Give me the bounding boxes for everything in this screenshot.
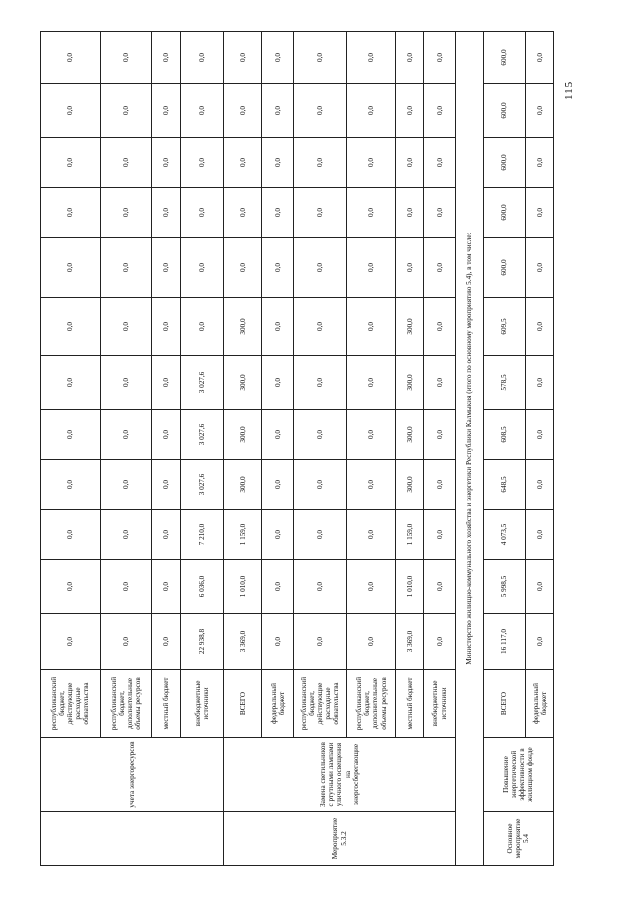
- value-cell: 0,0: [262, 188, 294, 238]
- value-cell: 0,0: [396, 138, 424, 188]
- value-cell: 0,0: [396, 84, 424, 138]
- value-cell: 0,0: [224, 84, 262, 138]
- value-cell: 0,0: [262, 560, 294, 614]
- table-row: [41, 32, 101, 866]
- value-cell: 0,0: [424, 460, 456, 510]
- value-cell: 0,0: [41, 510, 101, 560]
- value-cell: 0,0: [41, 410, 101, 460]
- event-name-cell: учета энергоресурсов: [41, 738, 224, 812]
- value-cell: 0,0: [100, 238, 151, 298]
- value-cell: 0,0: [294, 614, 347, 670]
- value-cell: 0,0: [262, 460, 294, 510]
- value-cell: 0,0: [347, 510, 396, 560]
- value-cell: 0,0: [347, 32, 396, 84]
- value-cell: 300,0: [396, 356, 424, 410]
- value-cell: 0,0: [151, 32, 181, 84]
- value-cell: 0,0: [262, 138, 294, 188]
- ministry-header: Министерство жилищно-коммунального хозяйства и энергетики Республики Калмыкия (итого по основному мероприятию 5.4), в том числе:: [456, 32, 484, 866]
- value-cell: 0,0: [100, 460, 151, 510]
- value-cell: 3 369,0: [224, 614, 262, 670]
- value-cell: 0,0: [41, 32, 101, 84]
- value-cell: 0,0: [396, 238, 424, 298]
- value-cell: 1 159,0: [224, 510, 262, 560]
- value-cell: 0,0: [100, 32, 151, 84]
- value-cell: 0,0: [224, 188, 262, 238]
- value-cell: 0,0: [424, 560, 456, 614]
- value-cell: 0,0: [526, 614, 554, 670]
- event-number-cell: [41, 812, 224, 866]
- value-cell: 6 036,0: [181, 560, 224, 614]
- value-cell: 0,0: [526, 510, 554, 560]
- value-cell: 0,0: [100, 298, 151, 356]
- value-cell: 0,0: [41, 614, 101, 670]
- value-cell: 0,0: [347, 298, 396, 356]
- value-cell: 0,0: [151, 84, 181, 138]
- value-cell: 0,0: [526, 32, 554, 84]
- value-cell: 300,0: [224, 460, 262, 510]
- value-cell: 0,0: [41, 560, 101, 614]
- value-cell: 0,0: [526, 138, 554, 188]
- value-cell: 648,5: [483, 460, 526, 510]
- value-cell: 0,0: [424, 298, 456, 356]
- value-cell: 0,0: [294, 460, 347, 510]
- value-cell: 600,0: [483, 138, 526, 188]
- funding-source-cell: республиканский бюджет, дополнительные объемы ресурсов: [100, 670, 151, 738]
- value-cell: 0,0: [294, 356, 347, 410]
- funding-source-cell: ВСЕГО: [483, 670, 526, 738]
- funding-source-cell: ВСЕГО: [224, 670, 262, 738]
- value-cell: 0,0: [424, 138, 456, 188]
- value-cell: 0,0: [41, 460, 101, 510]
- value-cell: 0,0: [294, 510, 347, 560]
- value-cell: 0,0: [424, 614, 456, 670]
- value-cell: 0,0: [294, 410, 347, 460]
- value-cell: 300,0: [224, 410, 262, 460]
- value-cell: 0,0: [396, 32, 424, 84]
- funding-source-cell: внебюджетные источники: [181, 670, 224, 738]
- value-cell: 0,0: [151, 238, 181, 298]
- value-cell: 0,0: [294, 138, 347, 188]
- page-number: 115: [563, 80, 575, 100]
- value-cell: 3 027,6: [181, 460, 224, 510]
- value-cell: 0,0: [526, 560, 554, 614]
- value-cell: 0,0: [347, 138, 396, 188]
- value-cell: 0,0: [424, 356, 456, 410]
- value-cell: 300,0: [224, 298, 262, 356]
- value-cell: 0,0: [347, 238, 396, 298]
- funding-source-cell: республиканский бюджет, дополнительные объемы ресурсов: [347, 670, 396, 738]
- event-number-cell: Основное мероприятие 5.4: [483, 812, 553, 866]
- value-cell: 0,0: [181, 32, 224, 84]
- budget-table: [40, 31, 554, 866]
- value-cell: 0,0: [424, 32, 456, 84]
- value-cell: 0,0: [424, 410, 456, 460]
- value-cell: 0,0: [526, 188, 554, 238]
- value-cell: 22 938,8: [181, 614, 224, 670]
- value-cell: 0,0: [262, 510, 294, 560]
- value-cell: 0,0: [262, 32, 294, 84]
- value-cell: 0,0: [151, 356, 181, 410]
- funding-source-cell: местный бюджет: [396, 670, 424, 738]
- value-cell: 0,0: [262, 410, 294, 460]
- funding-source-cell: местный бюджет: [151, 670, 181, 738]
- value-cell: 0,0: [262, 614, 294, 670]
- value-cell: 0,0: [424, 510, 456, 560]
- value-cell: 0,0: [294, 32, 347, 84]
- value-cell: 0,0: [294, 238, 347, 298]
- value-cell: 0,0: [347, 614, 396, 670]
- value-cell: 0,0: [41, 298, 101, 356]
- funding-source-cell: федеральный бюджет: [526, 670, 554, 738]
- value-cell: 0,0: [41, 356, 101, 410]
- table-row: [224, 32, 262, 866]
- value-cell: 0,0: [41, 84, 101, 138]
- value-cell: 0,0: [294, 298, 347, 356]
- value-cell: 0,0: [100, 188, 151, 238]
- value-cell: 0,0: [347, 84, 396, 138]
- event-name-cell: Замена светильников с ртутными лампами уличного освещения на энергосберегающие: [224, 738, 456, 812]
- value-cell: 0,0: [347, 188, 396, 238]
- value-cell: 0,0: [181, 138, 224, 188]
- value-cell: 1 010,0: [224, 560, 262, 614]
- value-cell: 0,0: [294, 188, 347, 238]
- event-name-cell: Повышение энергетической эффективности в жилищном фонде: [483, 738, 553, 812]
- value-cell: 0,0: [41, 188, 101, 238]
- value-cell: 0,0: [526, 356, 554, 410]
- value-cell: 300,0: [396, 410, 424, 460]
- budget-table-body: [41, 32, 554, 866]
- value-cell: 0,0: [41, 138, 101, 188]
- value-cell: 0,0: [262, 238, 294, 298]
- value-cell: 0,0: [151, 560, 181, 614]
- value-cell: 0,0: [262, 356, 294, 410]
- value-cell: 1 159,0: [396, 510, 424, 560]
- value-cell: 3 369,0: [396, 614, 424, 670]
- value-cell: 3 027,6: [181, 410, 224, 460]
- value-cell: 0,0: [151, 188, 181, 238]
- funding-source-cell: республиканский бюджет, действующие расходные обязательства: [294, 670, 347, 738]
- value-cell: 0,0: [224, 238, 262, 298]
- value-cell: 0,0: [100, 614, 151, 670]
- value-cell: 0,0: [151, 614, 181, 670]
- value-cell: 0,0: [100, 510, 151, 560]
- value-cell: 600,0: [483, 32, 526, 84]
- value-cell: 0,0: [100, 560, 151, 614]
- value-cell: 3 027,6: [181, 356, 224, 410]
- value-cell: 0,0: [347, 460, 396, 510]
- value-cell: 0,0: [294, 560, 347, 614]
- value-cell: 0,0: [224, 138, 262, 188]
- value-cell: 0,0: [526, 84, 554, 138]
- value-cell: 0,0: [262, 298, 294, 356]
- value-cell: 0,0: [181, 298, 224, 356]
- funding-source-cell: внебюджетные источники: [424, 670, 456, 738]
- value-cell: 4 073,5: [483, 510, 526, 560]
- value-cell: 0,0: [151, 460, 181, 510]
- value-cell: 1 010,0: [396, 560, 424, 614]
- value-cell: 300,0: [396, 460, 424, 510]
- value-cell: 0,0: [526, 238, 554, 298]
- value-cell: 0,0: [100, 84, 151, 138]
- value-cell: 0,0: [424, 238, 456, 298]
- funding-source-cell: республиканский бюджет, действующие расходные обязательства: [41, 670, 101, 738]
- value-cell: 5 998,5: [483, 560, 526, 614]
- value-cell: 609,5: [483, 298, 526, 356]
- value-cell: 600,0: [483, 238, 526, 298]
- value-cell: 0,0: [181, 238, 224, 298]
- budget-table-rotated: [40, 32, 554, 866]
- value-cell: 0,0: [424, 84, 456, 138]
- value-cell: 0,0: [100, 410, 151, 460]
- value-cell: 0,0: [41, 238, 101, 298]
- value-cell: 600,0: [483, 84, 526, 138]
- value-cell: 608,5: [483, 410, 526, 460]
- value-cell: 0,0: [262, 84, 294, 138]
- value-cell: 0,0: [151, 410, 181, 460]
- value-cell: 578,5: [483, 356, 526, 410]
- value-cell: 600,0: [483, 188, 526, 238]
- value-cell: 0,0: [347, 410, 396, 460]
- value-cell: 0,0: [526, 410, 554, 460]
- table-row: [483, 32, 526, 866]
- value-cell: 0,0: [181, 188, 224, 238]
- value-cell: 0,0: [100, 138, 151, 188]
- ministry-header-row: [456, 32, 484, 866]
- value-cell: 300,0: [396, 298, 424, 356]
- value-cell: 0,0: [151, 298, 181, 356]
- value-cell: 16 117,0: [483, 614, 526, 670]
- value-cell: 0,0: [396, 188, 424, 238]
- value-cell: 0,0: [224, 32, 262, 84]
- value-cell: 300,0: [224, 356, 262, 410]
- value-cell: 0,0: [100, 356, 151, 410]
- value-cell: 0,0: [424, 188, 456, 238]
- funding-source-cell: федеральный бюджет: [262, 670, 294, 738]
- value-cell: 7 210,0: [181, 510, 224, 560]
- value-cell: 0,0: [151, 510, 181, 560]
- value-cell: 0,0: [347, 356, 396, 410]
- value-cell: 0,0: [151, 138, 181, 188]
- value-cell: 0,0: [526, 298, 554, 356]
- value-cell: 0,0: [181, 84, 224, 138]
- event-number-cell: Мероприятие 5.3.2: [224, 812, 456, 866]
- value-cell: 0,0: [526, 460, 554, 510]
- value-cell: 0,0: [347, 560, 396, 614]
- value-cell: 0,0: [294, 84, 347, 138]
